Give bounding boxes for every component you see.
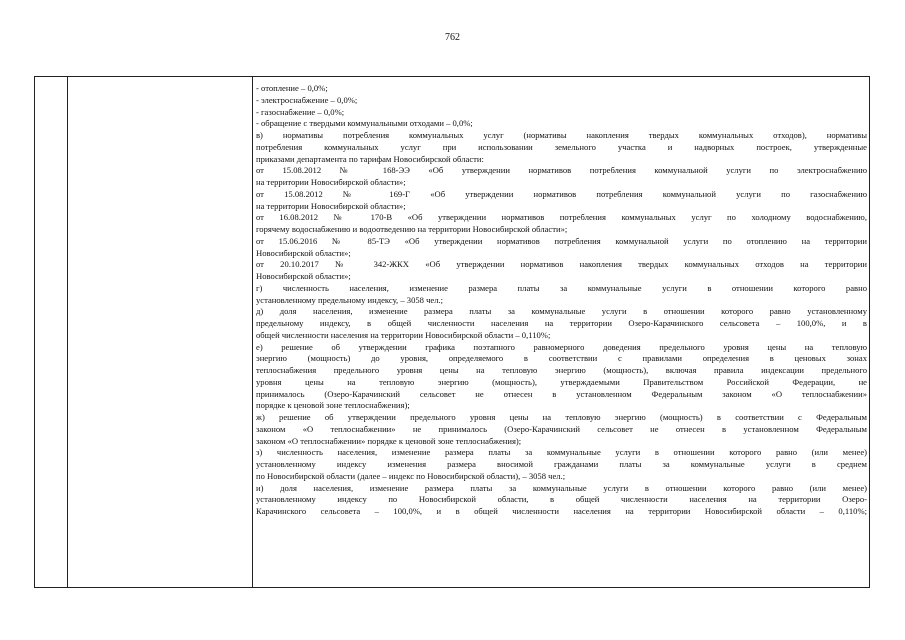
text-line: от 15.06.2016 № 85-ТЭ «Об утверждении нормативов потребления коммунальной услуги по отоплению на территории [256,235,867,246]
text-line: принималось (Озеро-Карачинский сельсовет не отнесен в установленном Федеральным законом «О теплоснабжении» [256,388,867,399]
text-line: установленному индексу по Новосибирской области, в общей численности населения на территории Озеро- [256,494,867,505]
text-line: на территории Новосибирской области»; [256,200,406,211]
table-cell-number [35,77,67,587]
document-table [34,76,870,588]
text-line: д) доля населения, изменение размера платы за коммунальные услуги в отношении которого равно установленному [256,306,867,317]
text-line: уровня цены на тепловую энергию (мощность), утверждаемыми Правительством Российской Федерации, не [256,376,867,387]
text-line: - обращение с твердыми коммунальными отходами – 0,0%; [256,118,473,129]
text-line: г) численность населения, изменение размера платы за коммунальные услуги в отношении которого равно [256,282,867,293]
text-line: - газоснабжение – 0,0%; [256,106,345,117]
text-line: и) доля населения, изменение размера платы за коммунальные услуги в отношении которого равно (или менее) [256,482,867,493]
text-line: е) решение об утверждении графика поэтапного равномерного доведения предельного уровня цены на тепловую [256,341,867,352]
text-line: законом «О теплоснабжении» порядке к ценовой зоне теплоснабжения); [256,435,522,446]
text-line: горячему водоснабжению и водоотведению на территории Новосибирской области»; [256,224,568,234]
text-line: Карачинского сельсовета – 100,0%, и в общей численности населения на территории Новосибирской области – 0,110%; [256,506,867,516]
text-line: порядке к ценовой зоне теплоснабжения); [256,400,410,411]
text-line: установленному предельному индексу, – 3058 чел.; [256,294,444,305]
page-number: 762 [445,32,460,43]
text-line: предельному индексу, в общей численности населения на территории Озеро-Карачинского сельсовета – 100,0%, и в [256,318,867,328]
text-line: - отопление – 0,0%; [256,83,328,93]
text-line: потребления коммунальных услуг при использовании земельного участка и надворных построек, утвержденные [256,141,867,152]
text-line: на территории Новосибирской области»; [256,177,406,187]
text-line: энергию (мощность) до уровня, определяемого в соответствии с правилами определения в ценовых зонах [256,353,867,364]
table-cell-text [256,83,867,518]
text-line: ж) решение об утверждении предельного уровня цены на тепловую энергию (мощность) в соответствии с Федеральным [256,412,867,422]
text-line: з) численность населения, изменение размера платы за коммунальные услуги в отношении которого равно (или менее) [256,447,867,458]
text-line: Новосибирской области»; [256,271,351,281]
column-divider [252,77,253,587]
text-line: в) нормативы потребления коммунальных услуг (нормативы накопления твердых коммунальных отходов), нормативы [256,130,867,140]
text-line: приказами департамента по тарифам Новосибирской области: [256,153,484,164]
text-line: - электроснабжение – 0,0%; [256,94,358,105]
text-line: от 15.08.2012 № 169-Г «Об утверждении нормативов потребления коммунальной услуги по газоснабжению [256,188,867,199]
text-line: от 20.10.2017 № 342-ЖКХ «Об утверждении нормативов накопления твердых коммунальных отходов на территории [256,259,867,270]
text-line: установленному индексу изменения размера вносимой гражданами платы за коммунальные услуги в среднем [256,459,867,469]
text-line: законом «О теплоснабжении» не принималось (Озеро-Карачинский сельсовет не отнесен в установленном Федеральным [256,423,867,434]
text-line: общей численности населения на территории Новосибирской области – 0,110%; [256,329,551,340]
text-line: от 15.08.2012 № 168-ЭЭ «Об утверждении нормативов потребления коммунальной услуги по электроснабжению [256,165,867,176]
text-line: по Новосибирской области (далее – индекс по Новосибирской области), – 3058 чел.; [256,470,566,481]
text-line: Новосибирской области»; [256,247,351,258]
table-cell-label [68,77,252,587]
text-line: теплоснабжения предельного уровня цены на тепловую энергию (мощность), включая правила индексации предельного [256,365,867,375]
text-line: от 16.08.2012 № 170-В «Об утверждении нормативов потребления коммунальных услуг по холодному водоснабжению, [256,212,867,223]
